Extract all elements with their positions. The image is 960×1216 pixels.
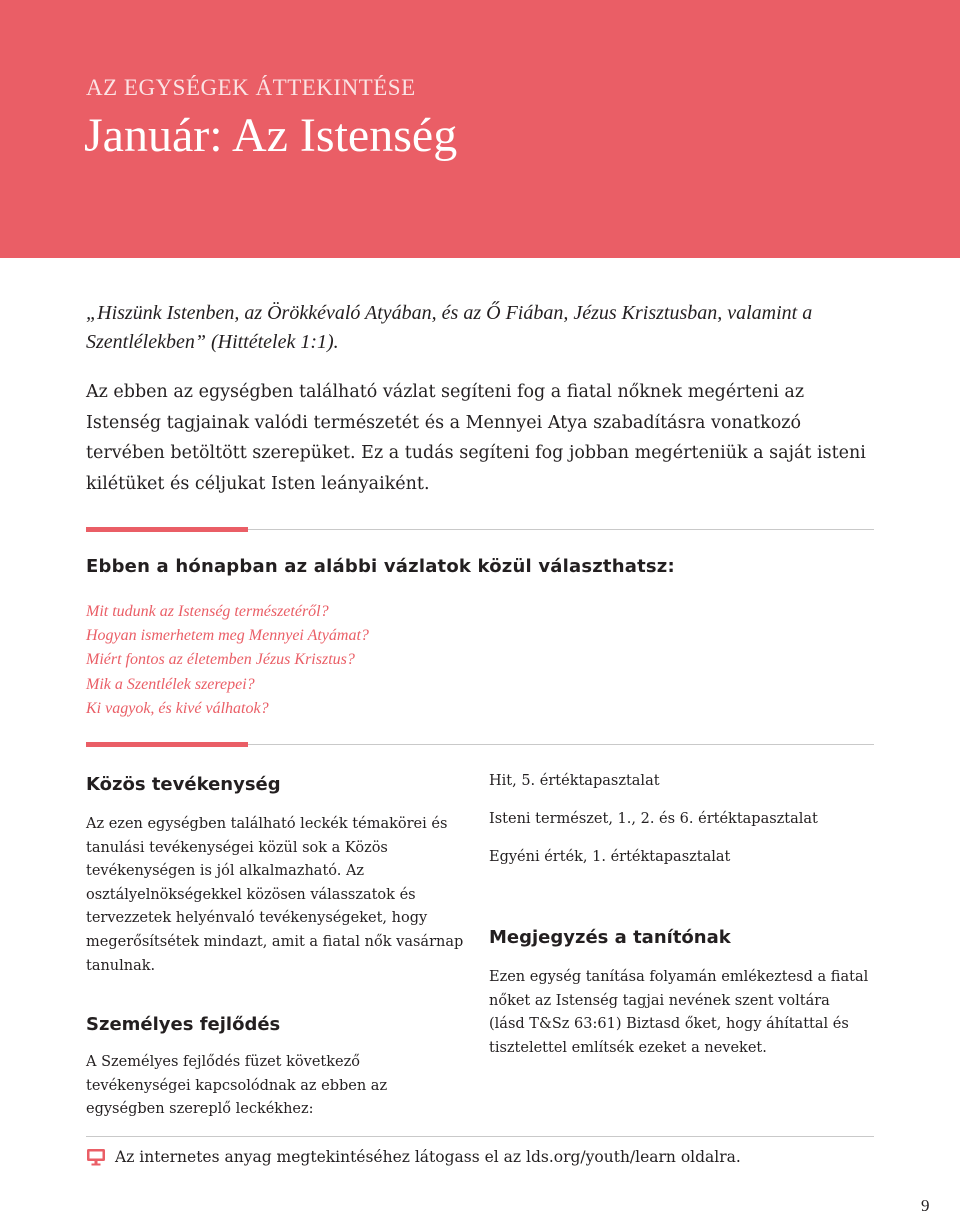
section-kicker: AZ EGYSÉGEK ÁTTEKINTÉSE [86,75,416,100]
footer-text: Az internetes anyag megtekintéséhez látogass el az lds.org/youth/learn oldalra. [115,1148,741,1166]
outline-link[interactable]: Hogyan ismerhetem meg Mennyei Atyámat? [86,627,369,645]
section-divider [86,529,874,530]
experience-item: Egyéni érték, 1. értéktapasztalat [489,849,731,865]
outline-link[interactable]: Mit tudunk az Istenség természetéről? [86,603,329,620]
header-banner [0,0,960,258]
outline-link[interactable]: Miért fontos az életemben Jézus Krisztus? [86,651,355,669]
personal-progress-text: A Személyes fejlődés füzet következő tevékenységei kapcsolódnak az ebben az egységben szereplő leckékhez: [86,1054,388,1118]
monitor-icon [86,1148,106,1166]
divider-accent [86,527,248,532]
divider-accent [86,742,248,747]
shared-activity-text: Az ezen egységben található leckék témakörei és tanulási tevékenységei közül sok a Közös tevékenységen is jól alkalmazható. Az osztályelnökségekkel közösen válasszatok és tervezzetek helyénvaló tevékenységeket, hogy megerősítsétek mindazt, amit a fiatal nők vasárnap tanulnak. [86,816,464,974]
personal-progress-heading: Személyes fejlődés [86,1014,281,1035]
outline-list [86,600,369,721]
footer-divider [86,1136,874,1137]
footer-note [86,1148,741,1166]
experience-item: Hit, 5. értéktapasztalat [489,773,660,789]
section-divider [86,744,874,745]
shared-activity-heading: Közös tevékenység [86,774,281,795]
outline-link[interactable]: Mik a Szentlélek szerepei? [86,675,255,693]
experience-item: Isteni természet, 1., 2. és 6. értéktapasztalat [489,811,818,827]
scripture-quote: „Hiszünk Istenben, az Örökkévaló Atyában, és az Ő Fiában, Jézus Krisztusban, valamint a Szentlélekben” (Hittételek 1:1). [86,302,813,353]
teacher-note-text: Ezen egység tanítása folyamán emlékeztesd a fiatal nőket az Istenség tagjai nevének szent voltára (lásd T&Sz 63:61) Biztasd őket, hogy áhítattal és tisztelettel említsék ezeket a neveket. [489,969,869,1056]
outlines-heading: Ebben a hónapban az alábbi vázlatok közül választhatsz: [86,556,675,577]
page-number: 9 [921,1196,930,1215]
outline-link[interactable]: Ki vagyok, és kivé válhatok? [86,699,269,717]
intro-paragraph: Az ebben az egységben található vázlat segíteni fog a fiatal nőknek megérteni az Istenség tagjainak valódi természetét és a Mennyei Atya szabadításra vonatkozó tervében betöltött szerepüket. Ez a tudás segíteni fog jobban megérteniük a saját isteni kilétüket és céljukat Isten leányaiként. [86,382,866,494]
teacher-note-heading: Megjegyzés a tanítónak [489,927,731,948]
page-title: Január: Az Istenség [84,109,458,162]
